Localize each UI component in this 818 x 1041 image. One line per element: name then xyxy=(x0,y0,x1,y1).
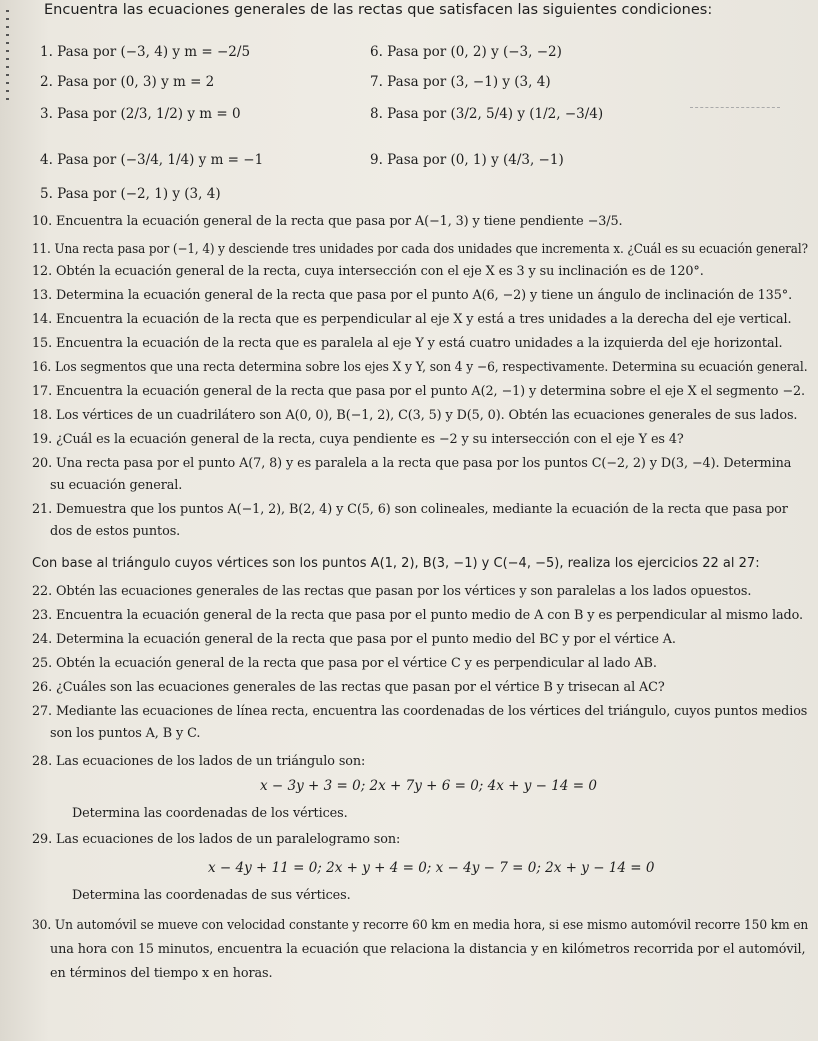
binder-holes xyxy=(6,10,9,100)
problem-30: 30. Un automóvil se mueve con velocidad constante y recorre 60 km en media hora, si ese mismo automóvil recorre 150 km en xyxy=(32,918,809,933)
problem-24: 24. Determina la ecuación general de la recta que pasa por el punto medio del BC y por el vértice A. xyxy=(32,632,676,647)
problem-10: 10. Encuentra la ecuación general de la recta que pasa por A(−1, 3) y tiene pendiente −3/5. xyxy=(32,214,623,229)
problem-26: 26. ¿Cuáles son las ecuaciones generales de las rectas que pasan por el vértice B y trisecan al AC? xyxy=(32,680,665,695)
problem-6: 6. Pasa por (0, 2) y (−3, −2) xyxy=(370,44,562,60)
equations-28: x − 3y + 3 = 0; 2x + 7y + 6 = 0; 4x + y − 14 = 0 xyxy=(260,778,597,794)
problem-2: 2. Pasa por (0, 3) y m = 2 xyxy=(40,74,215,90)
problem-20: 20. Una recta pasa por el punto A(7, 8) y es paralela a la recta que pasa por los puntos C(−2, 2) y D(3, −4). Determina xyxy=(32,456,792,471)
problem-16: 16. Los segmentos que una recta determina sobre los ejes X y Y, son 4 y −6, respectivamente. Determina su ecuación general. xyxy=(32,360,808,375)
problem-11: 11. Una recta pasa por (−1, 4) y desciende tres unidades por cada dos unidades que incrementa x. ¿Cuál es su ecuación general? xyxy=(32,242,808,257)
problem-29: 29. Las ecuaciones de los lados de un paralelogramo son: xyxy=(32,832,401,847)
problem-21-cont: dos de estos puntos. xyxy=(50,524,181,539)
problem-4: 4. Pasa por (−3/4, 1/4) y m = −1 xyxy=(40,152,264,168)
problem-17: 17. Encuentra la ecuación general de la recta que pasa por el punto A(2, −1) y determina sobre el eje X el segmento −2. xyxy=(32,384,806,399)
problem-15: 15. Encuentra la ecuación de la recta que es paralela al eje Y y está cuatro unidades a la izquierda del eje horizontal. xyxy=(32,336,783,351)
problem-8: 8. Pasa por (3/2, 5/4) y (1/2, −3/4) xyxy=(370,106,604,122)
problem-7: 7. Pasa por (3, −1) y (3, 4) xyxy=(370,74,551,90)
section-intro: Con base al triángulo cuyos vértices son los puntos A(1, 2), B(3, −1) y C(−4, −5), realiza los ejercicios 22 al 27: xyxy=(32,556,760,571)
problem-30-cont2: en términos del tiempo x en horas. xyxy=(50,966,273,981)
problem-14: 14. Encuentra la ecuación de la recta que es perpendicular al eje X y está a tres unidades a la derecha del eje vertical. xyxy=(32,312,792,327)
problem-27-cont: son los puntos A, B y C. xyxy=(50,726,201,741)
problem-20-cont: su ecuación general. xyxy=(50,478,183,493)
problem-29-instruction: Determina las coordenadas de sus vértices. xyxy=(72,888,351,903)
problem-9: 9. Pasa por (0, 1) y (4/3, −1) xyxy=(370,152,564,168)
problem-13: 13. Determina la ecuación general de la recta que pasa por el punto A(6, −2) y tiene un ángulo de inclinación de 135°. xyxy=(32,288,793,303)
problem-21: 21. Demuestra que los puntos A(−1, 2), B(2, 4) y C(5, 6) son colineales, mediante la ecuación de la recta que pasa por xyxy=(32,502,788,517)
problem-3: 3. Pasa por (2/3, 1/2) y m = 0 xyxy=(40,106,241,122)
problem-30-cont1: una hora con 15 minutos, encuentra la ecuación que relaciona la distancia y en kilómetros recorrida por el automóvil, xyxy=(50,942,806,957)
problem-1: 1. Pasa por (−3, 4) y m = −2/5 xyxy=(40,44,251,60)
problem-28-instruction: Determina las coordenadas de los vértices. xyxy=(72,806,348,821)
problem-25: 25. Obtén la ecuación general de la recta que pasa por el vértice C y es perpendicular al lado AB. xyxy=(32,656,657,671)
problem-23: 23. Encuentra la ecuación general de la recta que pasa por el punto medio de A con B y es perpendicular al mismo lado. xyxy=(32,608,803,623)
problem-27: 27. Mediante las ecuaciones de línea recta, encuentra las coordenadas de los vértices del triángulo, cuyos puntos medios xyxy=(32,704,808,719)
answer-line xyxy=(690,107,780,108)
worksheet-title: Encuentra las ecuaciones generales de las rectas que satisfacen las siguientes condiciones: xyxy=(44,2,713,18)
problem-12: 12. Obtén la ecuación general de la recta, cuya intersección con el eje X es 3 y su inclinación es de 120°. xyxy=(32,264,704,279)
problem-19: 19. ¿Cuál es la ecuación general de la recta, cuya pendiente es −2 y su intersección con el eje Y es 4? xyxy=(32,432,684,447)
problem-5: 5. Pasa por (−2, 1) y (3, 4) xyxy=(40,186,221,202)
problem-22: 22. Obtén las ecuaciones generales de las rectas que pasan por los vértices y son paralelas a los lados opuestos. xyxy=(32,584,752,599)
equations-29: x − 4y + 11 = 0; 2x + y + 4 = 0; x − 4y − 7 = 0; 2x + y − 14 = 0 xyxy=(208,860,655,876)
problem-18: 18. Los vértices de un cuadrilátero son A(0, 0), B(−1, 2), C(3, 5) y D(5, 0). Obtén las ecuaciones generales de sus lados. xyxy=(32,408,798,423)
problem-28: 28. Las ecuaciones de los lados de un triángulo son: xyxy=(32,754,366,769)
